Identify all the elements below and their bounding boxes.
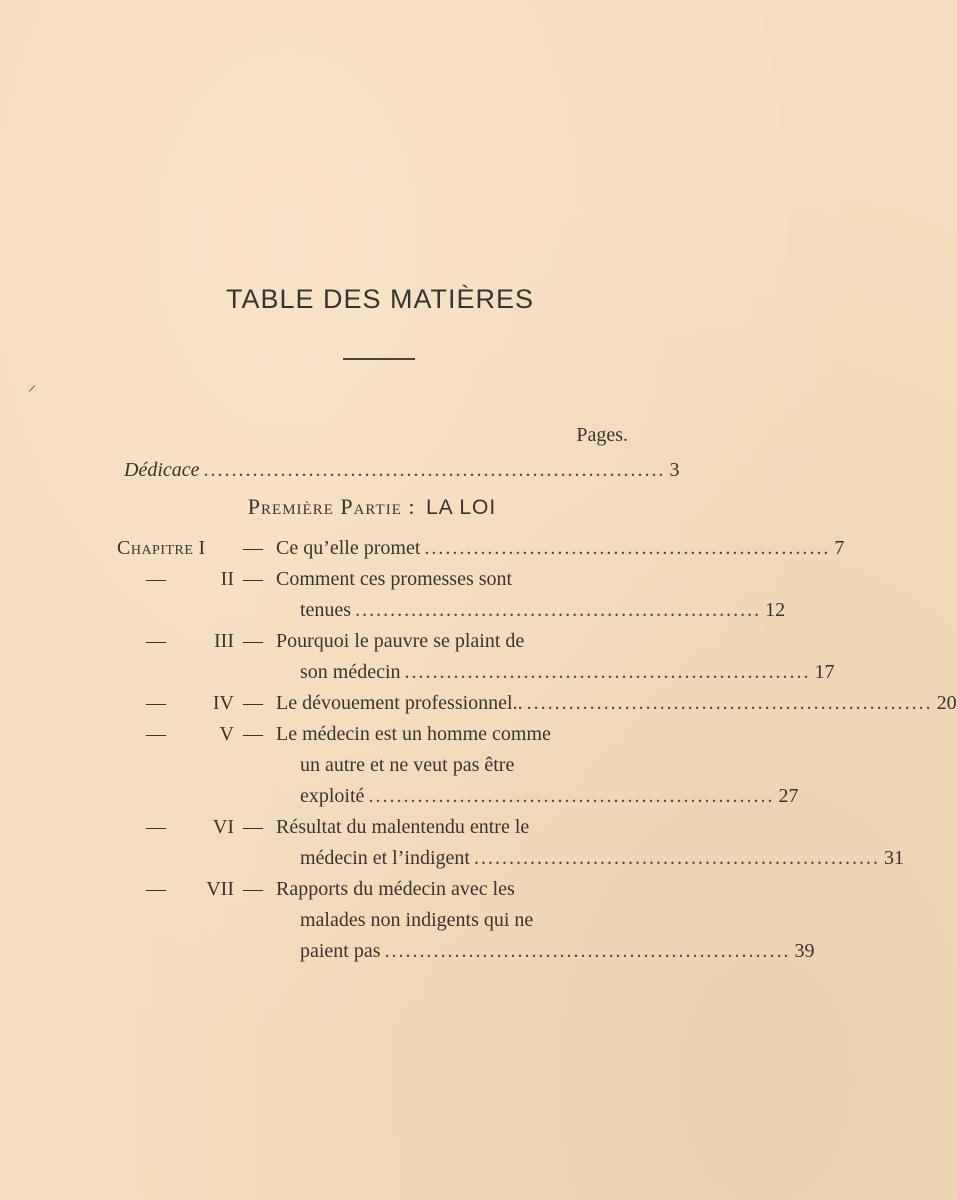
chapter-title-line — [276, 626, 628, 656]
ditto-dash: — — [146, 568, 166, 590]
chapter-title-text: paient pas — [300, 940, 381, 962]
chapter-title-text: Comment ces promesses sont — [276, 568, 513, 590]
title-separator: — — [243, 568, 263, 590]
chapter-numeral: IV — [212, 692, 234, 714]
ditto-dash: — — [146, 692, 166, 714]
chapter-title-line — [300, 595, 786, 625]
chapter-title-line — [300, 781, 799, 811]
chapter-title-text: Rapports du médecin avec les — [276, 878, 515, 900]
chapter-page: 7 — [834, 537, 845, 559]
chapter-title-line — [276, 533, 845, 563]
chapter-title-text: Pourquoi le pauvre se plaint de — [276, 630, 525, 652]
chapter-numeral: V — [219, 723, 234, 745]
chapter-page: 20 — [936, 692, 957, 714]
leader-dots: .......................................................... — [404, 661, 811, 683]
chapter-title-line — [300, 905, 628, 935]
chapter-page: 27 — [778, 785, 799, 807]
ditto-dash: — — [146, 723, 166, 745]
title-separator: — — [243, 878, 263, 900]
title-rule — [343, 358, 415, 360]
chapter-numeral: VI — [212, 816, 234, 838]
chapter-title-line — [300, 936, 815, 966]
chapter-page: 12 — [765, 599, 786, 621]
chapter-title-text: médecin et l’indigent — [300, 847, 470, 869]
chapter-title-text: Résultat du malentendu entre le — [276, 816, 530, 838]
chapter-numeral: VII — [206, 878, 234, 900]
dedicace-page: 3 — [669, 459, 680, 481]
chapter-prefix — [117, 533, 205, 563]
chapter-title-line — [276, 812, 628, 842]
page-title: TABLE DES MATIÈRES — [225, 284, 535, 314]
title-separator: — — [243, 630, 263, 652]
chapter-page: 39 — [794, 940, 815, 962]
pages-column-label: Pages. — [576, 424, 628, 446]
stray-mark — [29, 385, 35, 391]
leader-dots: .......................................................... — [424, 537, 831, 559]
chapter-title-text: son médecin — [300, 661, 401, 683]
leader-dots: .......................................................... — [384, 940, 791, 962]
chapter-title-line — [276, 719, 628, 749]
leader-dots: .......................................................... — [368, 785, 775, 807]
dedicace-entry — [124, 455, 680, 485]
chapter-title-text: malades non indigents qui ne — [300, 909, 534, 931]
chapter-title-text: exploité — [300, 785, 365, 807]
ditto-dash: — — [146, 878, 166, 900]
chapter-title-text: Le médecin est un homme comme — [276, 723, 551, 745]
chapter-title-text: Le dévouement professionnel.. — [276, 692, 523, 714]
chapter-title-line — [300, 843, 904, 873]
leader-dots: .......................................................... — [355, 599, 762, 621]
title-separator: — — [243, 537, 263, 559]
chapter-title-text: tenues — [300, 599, 352, 621]
title-separator: — — [243, 816, 263, 838]
chapter-title-line — [300, 657, 835, 687]
ditto-dash: — — [146, 816, 166, 838]
chapter-word: Chapitre — [117, 537, 194, 559]
dedicace-label: Dédicace — [124, 459, 200, 481]
chapter-title-line — [276, 688, 957, 718]
chapter-title-line — [300, 750, 628, 780]
part-heading — [0, 494, 744, 520]
chapter-title-line — [276, 564, 628, 594]
ditto-dash: — — [146, 630, 166, 652]
chapter-page: 17 — [814, 661, 835, 683]
part-prefix: Première Partie : — [247, 494, 416, 519]
title-separator: — — [243, 723, 263, 745]
chapter-page: 31 — [883, 847, 904, 869]
leader-dots: .......................................................... — [526, 692, 933, 714]
leader-dots: .......................................................... — [473, 847, 880, 869]
title-separator: — — [243, 692, 263, 714]
chapter-numeral: III — [214, 630, 234, 652]
chapter-title-text: Ce qu’elle promet — [276, 537, 421, 559]
dedicace-leaders: .................................................................. — [203, 459, 666, 481]
chapter-numeral: II — [220, 568, 234, 590]
chapter-title-text: un autre et ne veut pas être — [300, 754, 515, 776]
chapter-title-line — [276, 874, 628, 904]
chapter-numeral: I — [193, 537, 206, 559]
part-name: LA LOI — [425, 496, 497, 519]
